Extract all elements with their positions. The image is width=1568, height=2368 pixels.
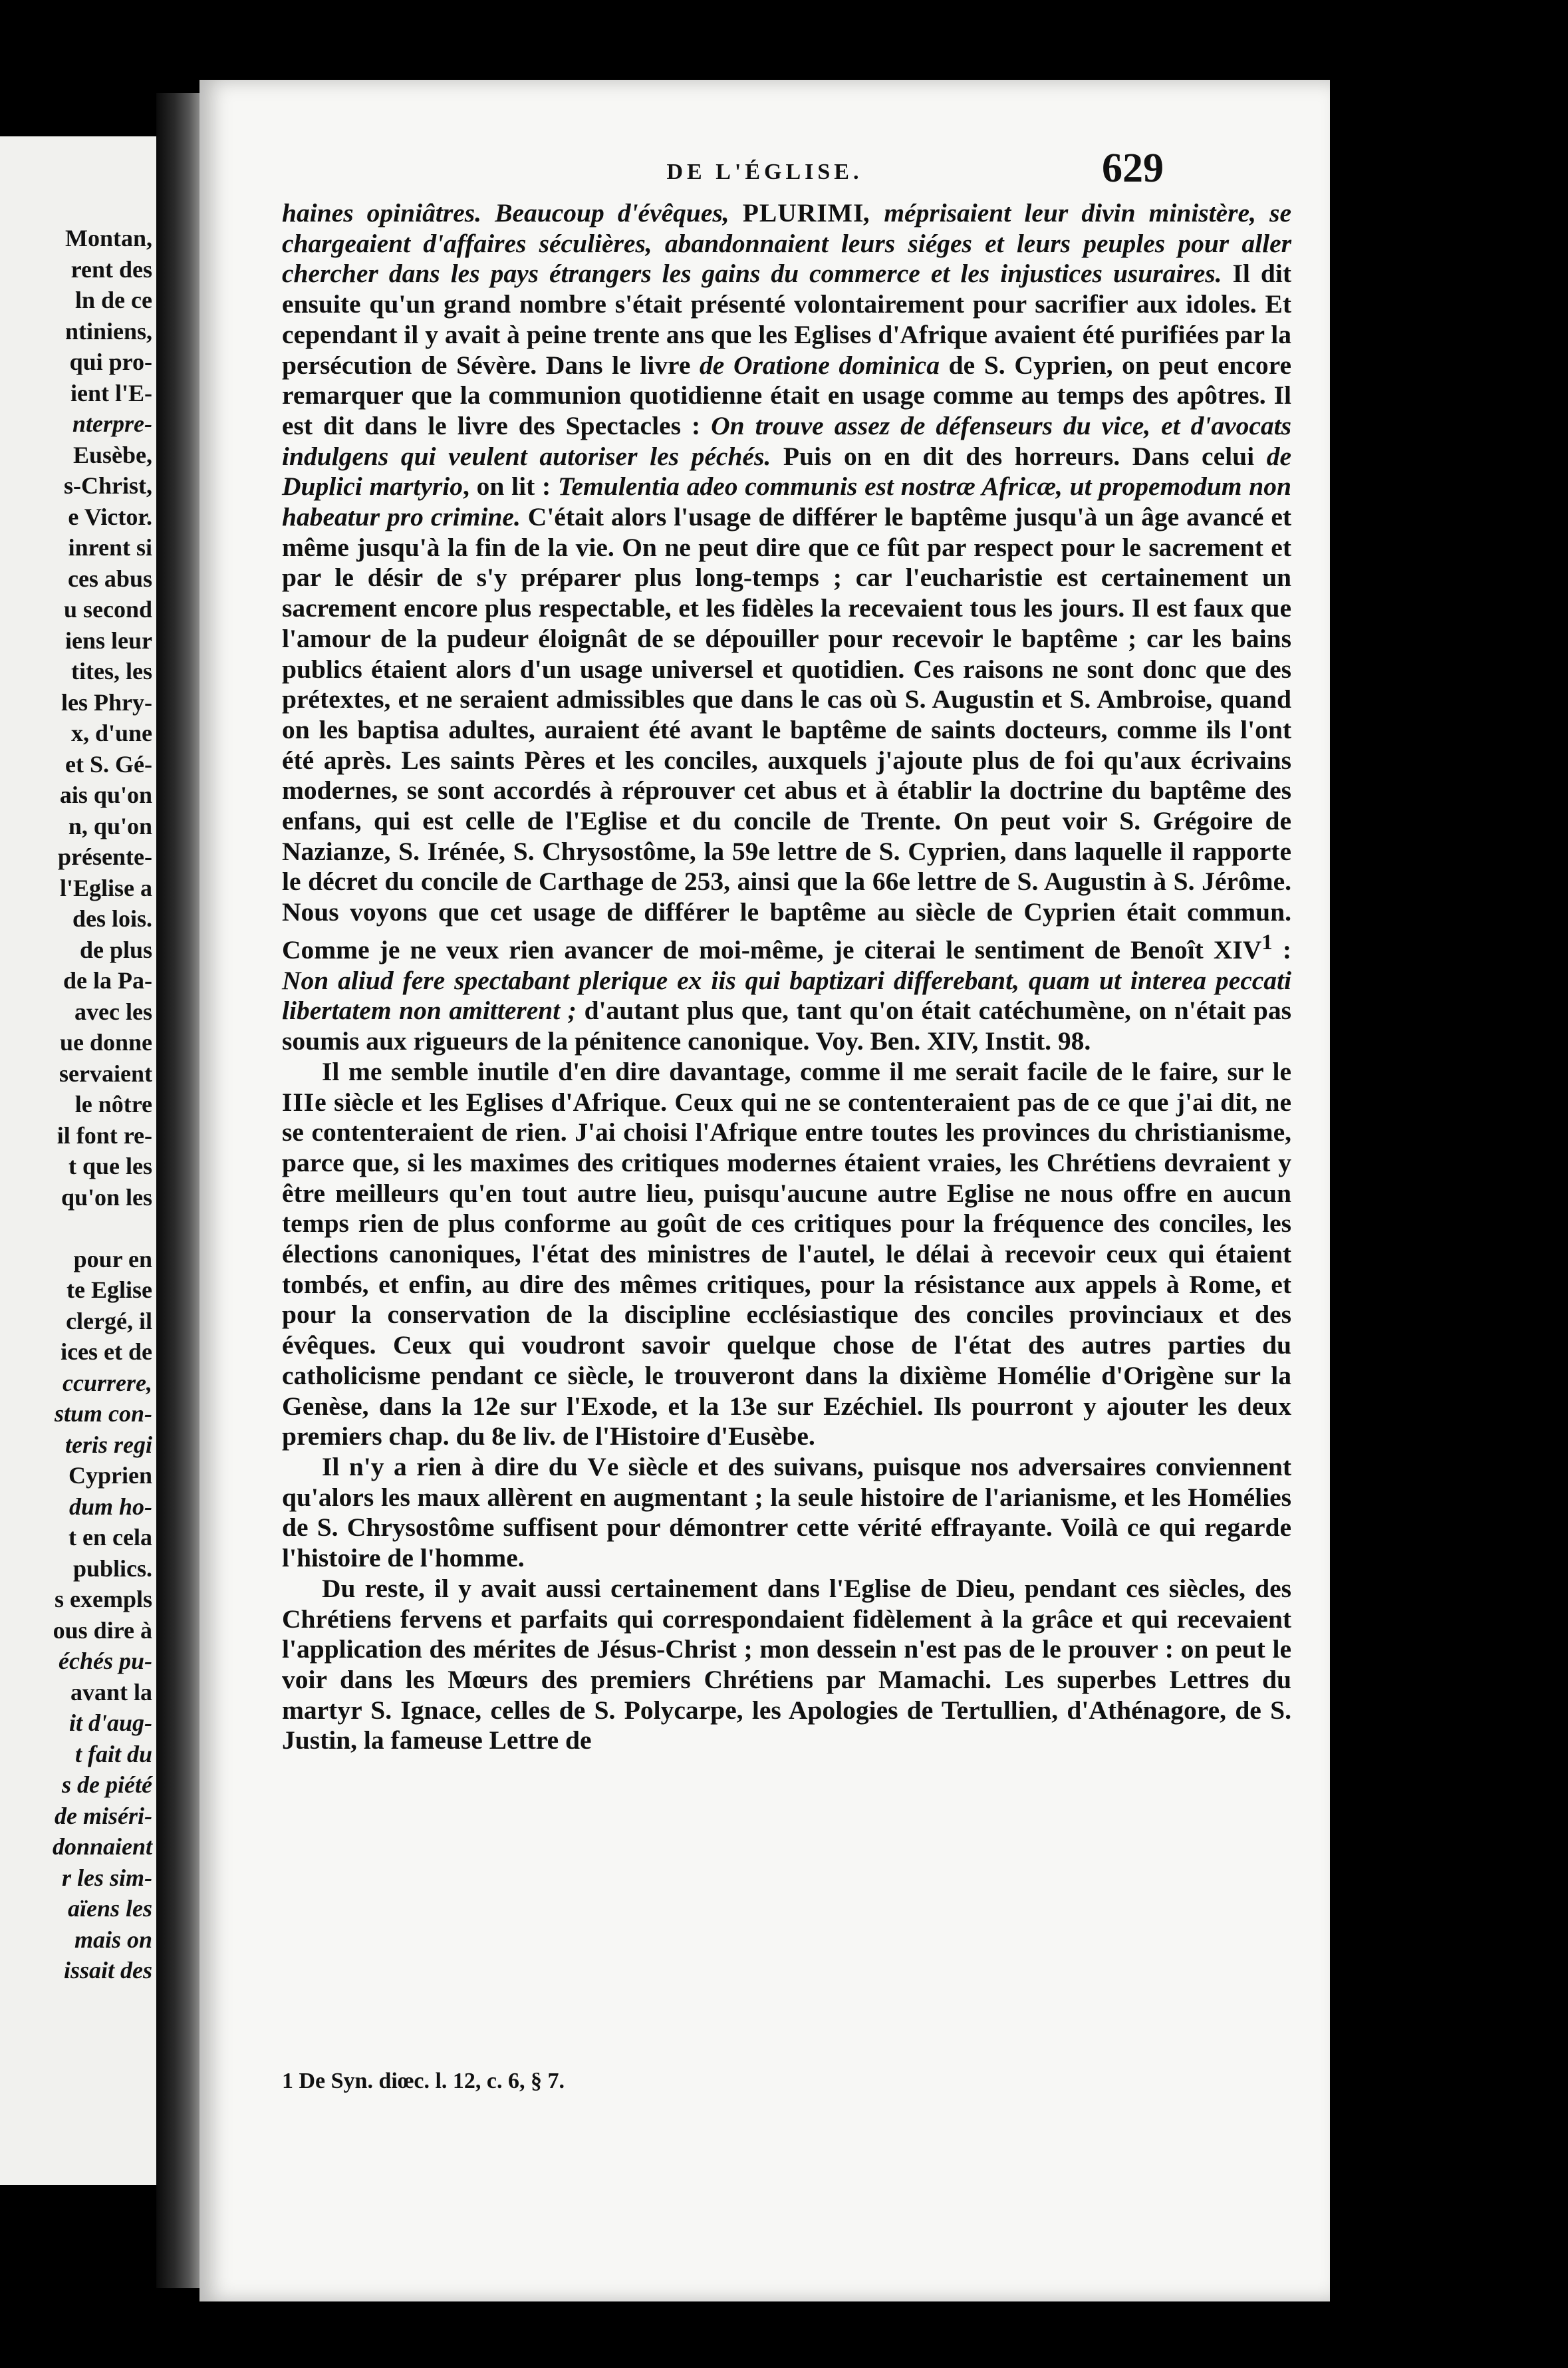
left-page-line: inrent si xyxy=(68,534,152,561)
left-page-line: clergé, il xyxy=(66,1307,152,1334)
text-span: Il dit ensuite qu'un grand nombre s'était présenté volontairement pour sacrifier aux idoles. Et cependant il y avait à peine trente ans que les Eglises d'Afrique avaient été purifiées par la persécution de Sévère. Dans le livre xyxy=(282,259,1291,380)
footnote-ref: 1 xyxy=(1261,930,1273,955)
left-page-line: ue donne xyxy=(59,1029,152,1056)
text-span: V xyxy=(587,1451,607,1481)
left-page-line: teris regi xyxy=(65,1431,152,1458)
paragraph-4: Du reste, il y avait aussi certainement dans l'Eglise de Dieu, pendant ces siècles, des Chrétiens fervens et parfaits qui correspondaient fidèlement à la grâce et qui recevaient l'application des mérites de Jésus-Christ ; mon dessein n'est pas de le prouver : on peut le voir dans les Mœurs des premiers Chrétiens par Mamachi. Les superbes Lettres du martyr S. Ignace, celles de S. Polycarpe, les Apologies de Tertullien, d'Athénagore, de S. Justin, la fameuse Lettre de xyxy=(282,1573,1291,1755)
left-page-line: s-Christ, xyxy=(64,472,152,499)
body-text xyxy=(282,198,1291,1756)
left-page-line: ntiniens, xyxy=(65,317,152,345)
left-page-line: mais on xyxy=(74,1926,152,1953)
left-page-line: t fait du xyxy=(74,1740,152,1767)
left-page-line: aïens les xyxy=(67,1895,152,1922)
text-span: , méprisaient leur divin ministère, se chargeaient d'affaires séculières, abandonnaient leurs siéges et leurs peuples pour aller chercher dans les pays étrangers les gains du commerce et les injustices usuraires. xyxy=(282,198,1291,289)
left-page-line: te Eglise xyxy=(66,1276,152,1303)
text-span: Temulentia adeo communis est nostræ Africæ, ut propemodum non habeatur pro crimine. xyxy=(282,472,1291,532)
text-span: d'autant plus que, tant qu'on était catéchumène, on n'était pas soumis aux rigueurs de la pénitence canonique. Voy. Ben. XIV, Instit. 98. xyxy=(282,996,1291,1056)
left-page-line: qui pro- xyxy=(69,349,152,375)
left-page-line: ccurrere, xyxy=(63,1369,152,1396)
left-page-line: e Victor. xyxy=(68,503,152,530)
text-span: : xyxy=(1272,935,1291,965)
left-page-line: tites, les xyxy=(71,658,152,684)
text-span: e siècle et les Eglises d'Afrique. Ceux qui ne se contenteraient pas de ce que j'ai dit, ne se contenteraient de rien. J'ai choisi l'Afrique entre toutes les provinces du christianisme, parce que, si les maximes des critiques modernes étaient vraies, les Chrétiens devraient y être meilleurs qu'en tout autre lieu, puisqu'aucune autre Eglise ne nous offre en aucun temps rien de plus conforme au goût de ces critiques pour la fréquence des conciles, les élections canoniques, l'état des ministres de l'autel, le délai à recevoir ceux qui étaient tombés, et enfin, au dire des mêmes critiques, pour la résistance aux appels à Rome, et pour la conservation de la discipline ecclésiastique des conciles provinciaux et des évêques. Ceux qui voudront savoir quelque chose de l'état des autres parties du catholicisme pendant ce siècle, le trouveront dans la dixième Homélie d'Origène sur la Genèse, dans la 12e sur l'Exode, et la 13e sur Ezéchiel. Ils pourront y ajouter les deux premiers chap. du 8e liv. de l'Histoire d'Eusèbe. xyxy=(282,1087,1291,1451)
paragraph-2 xyxy=(282,1057,1291,1452)
left-page-line: de plus xyxy=(79,936,152,963)
left-page-line: servaient xyxy=(59,1060,152,1087)
left-page-line: issait des xyxy=(63,1957,152,1984)
left-page-line: rent des xyxy=(70,255,152,283)
left-page-line: avec les xyxy=(74,998,152,1025)
text-span: haines opiniâtres. Beaucoup d'évêques, xyxy=(282,198,743,227)
left-page-line: n, qu'on xyxy=(68,812,152,839)
left-page-line: Montan, xyxy=(65,225,152,251)
left-page-line: ln de ce xyxy=(75,287,152,313)
left-page-line: nterpre- xyxy=(72,410,152,437)
left-page-line: de miséri- xyxy=(55,1802,152,1829)
left-page-line: le nôtre xyxy=(74,1091,152,1117)
text-span: III xyxy=(282,1087,315,1117)
paragraph-1 xyxy=(282,198,1291,1057)
left-page-line: qu'on les xyxy=(61,1183,152,1211)
left-page-line: Eusèbe, xyxy=(72,441,152,468)
left-page-line: Cyprien xyxy=(68,1462,152,1489)
left-page-line: t que les xyxy=(68,1153,152,1179)
left-page-line: publics. xyxy=(72,1554,152,1582)
text-span: de Duplici martyrio xyxy=(282,441,1291,502)
book-gutter xyxy=(156,93,203,2288)
paragraph-3 xyxy=(282,1452,1291,1574)
footnote: 1 De Syn. diœc. l. 12, c. 6, § 7. xyxy=(282,2069,565,2093)
left-page-line: pour en xyxy=(73,1245,152,1272)
left-page-line: présente- xyxy=(58,843,152,870)
left-page-line: iens leur xyxy=(65,627,152,654)
left-page-line: avant la xyxy=(70,1678,152,1705)
left-page-line: échés pu- xyxy=(59,1648,152,1674)
text-span: , on lit : xyxy=(462,472,559,502)
text-span: Non aliud fere spectabant plerique ex iis qui baptizari differebant, quam ut interea peccati libertatem non amitterent ; xyxy=(282,965,1291,1026)
left-page-line: s de piété xyxy=(62,1771,152,1798)
left-page-line: des lois. xyxy=(72,905,152,932)
left-page-line: donnaient xyxy=(52,1833,152,1860)
left-page-line: l'Eglise a xyxy=(59,874,152,901)
left-page-line: il font re- xyxy=(57,1121,152,1149)
left-page-line: t en cela xyxy=(68,1524,152,1551)
page-number: 629 xyxy=(1102,146,1164,191)
right-page xyxy=(199,80,1330,2301)
left-page-line: les Phry- xyxy=(61,688,152,716)
left-page-line: ient l'E- xyxy=(70,379,152,406)
left-page-line: r les sim- xyxy=(61,1864,152,1891)
left-page-line: s exempls xyxy=(55,1586,152,1612)
left-page-line: ais qu'on xyxy=(59,782,152,808)
text-span: de S. Cyprien, on peut encore remarquer que la communion quotidienne était en usage comme au temps des apôtres. Il est dit dans le livre des Spectacles : xyxy=(282,350,1291,440)
left-page-line: x, d'une xyxy=(70,720,152,746)
text-span: Il me semble inutile d'en dire davantage, comme il me serait facile de le faire, sur le xyxy=(322,1056,1291,1086)
left-page-line: ous dire à xyxy=(53,1616,152,1644)
text-span: e siècle et des suivans, puisque nos adversaires conviennent qu'alors les maux allèrent en augmentant ; la seule histoire de l'arianisme, et les Homélies de S. Chrysostôme suffisent pour démontrer cette vérité effrayante. Voilà ce qui regarde l'histoire de l'homme. xyxy=(282,1451,1291,1573)
text-span: PLURIMI xyxy=(742,198,864,227)
left-page-fragment xyxy=(0,136,156,2185)
left-page-line: stum con- xyxy=(54,1400,152,1427)
running-head: DE L'ÉGLISE. xyxy=(666,160,863,184)
left-page-line: u second xyxy=(63,596,152,623)
text-span: On trouve assez de défenseurs du vice, et d'avocats indulgens qui veulent autoriser les péchés. xyxy=(282,410,1291,471)
text-span: Puis on en dit des horreurs. Dans celui xyxy=(771,441,1267,471)
left-page-line: dum ho- xyxy=(68,1493,152,1520)
left-page-line: de la Pa- xyxy=(63,967,152,994)
left-page-line: ices et de xyxy=(61,1338,152,1365)
left-page-line: ces abus xyxy=(67,565,152,592)
text-span: C'était alors l'usage de différer le baptême jusqu'à un âge avancé et même jusqu'à la fin de la vie. On ne peut dire que ce fût par respect pour le sacrement et par le désir de s'y préparer plus long-temps ; car l'eucharistie est certainement un sacrement encore plus respectable, et les fidèles la recevaient tous les jours. Il est faux que l'amour de la pudeur éloignât de se dépouiller pour recevoir le baptême ; car les bains publics étaient alors d'un usage universel et quotidien. Ces raisons ne sont donc que des prétextes, et ne seraient admissibles que dans le cas où S. Augustin et S. Ambroise, quand on les baptisa adultes, auraient été avant le baptême de saints docteurs, comme ils l'ont été après. Les saints Pères et les conciles, auxquels j'ajoute plus de foi qu'aux écrivains modernes, se sont accordés à réprouver cet abus et à établir la doctrine du baptême des enfans, qui est celle de l'Eglise et du concile de Trente. On peut voir S. Grégoire de Nazianze, S. Irénée, S. Chrysostôme, la 59e lettre de S. Cyprien, dans laquelle il rapporte le décret du concile de Carthage de 253, ainsi que la 66e lettre de S. Augustin à S. Jérôme. Nous voyons que cet usage de différer le baptême au siècle de Cyprien était commun. Comme je ne veux rien avancer de moi-même, je citerai le sentiment de Benoît XIV xyxy=(282,502,1292,965)
left-page-line: it d'aug- xyxy=(68,1709,152,1736)
text-span: Il n'y a rien à dire du xyxy=(322,1451,588,1481)
text-span: de Oratione dominica xyxy=(700,350,940,380)
left-page-line: et S. Gé- xyxy=(65,750,152,778)
